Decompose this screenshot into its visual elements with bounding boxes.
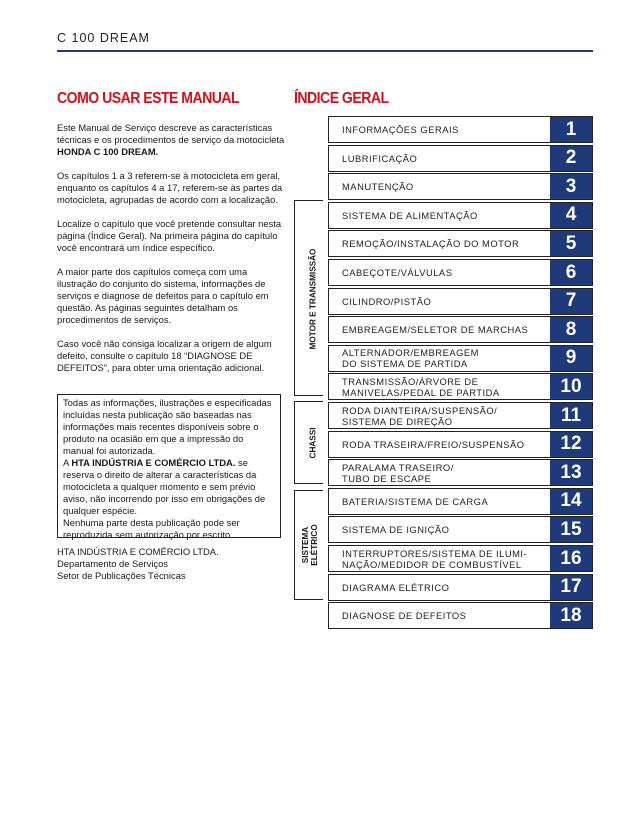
chapter-number-tab[interactable]: 14 <box>550 489 592 514</box>
chapter-item-4[interactable] <box>328 202 593 229</box>
chapter-title: BATERIA/SISTEMA DE CARGA <box>342 495 489 507</box>
chapter-number-tab[interactable]: 5 <box>550 231 592 256</box>
group-sistema-eletrico <box>294 490 323 600</box>
company-name: HTA INDÚSTRIA E COMÉRCIO LTDA. <box>71 457 236 468</box>
chapter-item-2[interactable] <box>328 145 593 172</box>
chapter-title: DIAGNOSE DE DEFEITOS <box>342 610 467 622</box>
chapter-number-tab[interactable]: 11 <box>550 403 592 428</box>
header-rule <box>57 50 593 52</box>
chapter-number-tab[interactable]: 6 <box>550 260 592 285</box>
chapter-title: REMOÇÃO/INSTALAÇÃO DO MOTOR <box>342 238 520 250</box>
chapter-title: INFORMAÇÕES GERAIS <box>342 124 459 135</box>
manual-usage-title: COMO USAR ESTE MANUAL <box>57 90 240 107</box>
chapter-item-14[interactable] <box>328 488 593 515</box>
chapter-title: MANUTENÇÃO <box>342 181 414 193</box>
chapter-item-12[interactable] <box>328 431 593 458</box>
chapter-title: TRANSMISSÃO/ÁRVORE DE MANIVELAS/PEDAL DE PARTIDA <box>342 375 500 398</box>
chapter-item-8[interactable] <box>328 316 593 343</box>
chapter-title: SISTEMA DE IGNIÇÃO <box>342 524 450 536</box>
chapter-number-tab[interactable]: 1 <box>550 117 592 142</box>
chapter-item-5[interactable] <box>328 230 593 257</box>
chapter-item-3[interactable] <box>328 173 593 200</box>
chapter-number-tab[interactable]: 7 <box>550 289 592 314</box>
chapter-title: RODA TRASEIRA/FREIO/SUSPENSÃO <box>342 438 525 450</box>
chapter-item-9[interactable] <box>328 345 593 372</box>
chapter-number-tab[interactable]: 18 <box>550 603 592 628</box>
chapter-item-18[interactable] <box>328 602 593 629</box>
notice-rights-prefix: A <box>63 457 72 468</box>
chapter-item-13[interactable] <box>328 459 593 486</box>
publisher-department: Departamento de Serviços <box>57 558 168 569</box>
paragraph-diagnosis: Caso você não consiga localizar a origem de algum defeito, consulte o capítulo 18 “DIAGNOSE DE DEFEITOS”, para obter uma orientação adicional. <box>57 338 272 373</box>
publisher-company: HTA INDÚSTRIA E COMÉRCIO LTDA. <box>57 546 219 557</box>
chapter-item-1[interactable] <box>328 116 593 143</box>
paragraph-locate: Localize o capítulo que você pretende consultar nesta página (Índice Geral). Na primeira página do capítulo você encontrará um índice específico. <box>57 218 282 253</box>
chapter-number-tab[interactable]: 2 <box>550 146 592 171</box>
chapter-title: LUBRIFICAÇÃO <box>342 152 418 164</box>
paragraph-intro <box>57 122 289 158</box>
chapter-title: CILINDRO/PISTÃO <box>342 295 432 307</box>
chapter-title: EMBREAGEM/SELETOR DE MARCHAS <box>342 324 529 336</box>
page-header-model: C 100 DREAM <box>57 31 150 45</box>
chapter-title: RODA DIANTEIRA/SUSPENSÃO/ SISTEMA DE DIREÇÃO <box>342 404 498 427</box>
chapter-item-16[interactable] <box>328 545 593 572</box>
chapter-number-tab[interactable]: 3 <box>550 174 592 199</box>
group-chassi <box>294 401 323 484</box>
chapter-item-10[interactable] <box>328 373 593 400</box>
notice-info: Todas as informações, ilustrações e especificadas incluídas nesta publicação são baseadas nas informações mais recentes disponíveis sobre o produto na ocasião em que a impressão do manual foi autorizada. <box>63 397 272 456</box>
group-label-eletrico: SISTEMA ELÉTRICO <box>301 524 319 566</box>
publisher-info <box>57 546 219 582</box>
chapter-item-17[interactable] <box>328 574 593 601</box>
chapter-number-tab[interactable]: 9 <box>550 346 592 371</box>
chapter-number-tab[interactable]: 4 <box>550 203 592 228</box>
publisher-sector: Setor de Publicações Técnicas <box>57 570 186 581</box>
paragraph-intro-text: Este Manual de Serviço descreve as características técnicas e os procedimentos de serviço da motocicleta <box>57 122 285 145</box>
group-motor-transmissao <box>294 200 323 396</box>
index-title: ÍNDICE GERAL <box>294 90 389 107</box>
notice-rights <box>63 457 275 517</box>
notice-rights-text: se reserva o direito de alterar a características da motocicleta a qualquer momento e sem prévio aviso, não incorrendo por isso em obrigações de qualquer espécie. <box>63 457 266 516</box>
chapter-title: CABEÇOTE/VÁLVULAS <box>342 267 453 278</box>
chapter-number-tab[interactable]: 12 <box>550 432 592 457</box>
notice-copyright: Nenhuma parte desta publicação pode ser reproduzida sem autorização por escrito. <box>63 517 240 540</box>
chapter-title: SISTEMA DE ALIMENTAÇÃO <box>342 209 478 221</box>
model-name: HONDA C 100 DREAM. <box>57 146 159 157</box>
chapter-item-11[interactable] <box>328 402 593 429</box>
paragraph-structure: A maior parte dos capítulos começa com uma ilustração do conjunto do sistema, informações de serviços e diagnose de defeitos para o capítulo em questão. As páginas seguintes detalham os procedimentos de serviços. <box>57 266 269 325</box>
chapter-number-tab[interactable]: 8 <box>550 317 592 342</box>
chapter-number-tab[interactable]: 13 <box>550 460 592 485</box>
paragraph-chapters: Os capítulos 1 a 3 referem-se à motocicleta em geral, enquanto os capítulos 4 a 17, referem-se às partes da motocicleta, agrupadas de acordo com a localização. <box>57 170 283 205</box>
usage-instructions <box>57 122 289 386</box>
chapter-title: INTERRUPTORES/SISTEMA DE ILUMI- NAÇÃO/MEDIDOR DE COMBUSTÍVEL <box>342 547 528 570</box>
chapter-item-7[interactable] <box>328 288 593 315</box>
chapter-item-6[interactable] <box>328 259 593 286</box>
chapter-title: ALTERNADOR/EMBREAGEM DO SISTEMA DE PARTIDA <box>342 347 479 370</box>
chapter-title: DIAGRAMA ELÉTRICO <box>342 581 450 593</box>
group-label-motor: MOTOR E TRANSMISSÃO <box>308 248 318 350</box>
chapter-item-15[interactable] <box>328 516 593 543</box>
chapter-number-tab[interactable]: 10 <box>550 374 592 399</box>
group-label-chassi: CHASSI <box>308 427 318 459</box>
chapter-number-tab[interactable]: 16 <box>550 546 592 571</box>
chapter-number-tab[interactable]: 15 <box>550 517 592 542</box>
notice-box <box>57 394 281 538</box>
chapter-title: PARALAMA TRASEIRO/ TUBO DE ESCAPE <box>342 461 454 484</box>
chapter-number-tab[interactable]: 17 <box>550 575 592 600</box>
